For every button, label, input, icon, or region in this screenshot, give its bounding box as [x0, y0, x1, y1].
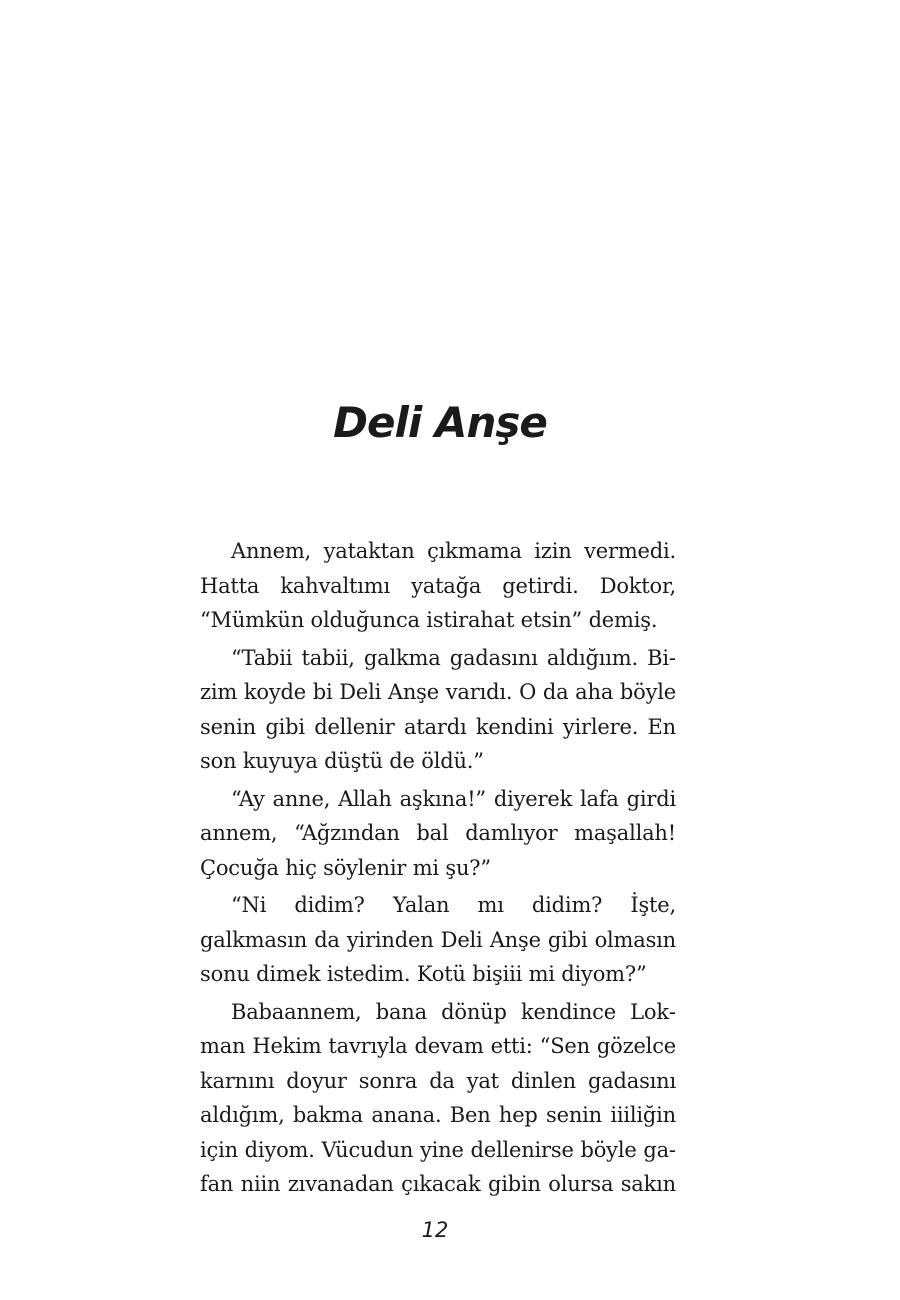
body-text	[200, 534, 676, 1205]
chapter-title: Deli Anşe	[333, 398, 547, 447]
paragraph: “Tabii tabii, galkma gadasını aldığıım. Bizim koyde bi Deli Anşe varıdı. O da aha böyle senin gibi dellenir atardı kendini yirlere. En son kuyuya düştü de öldü.”	[200, 645, 676, 773]
paragraph: “Ay anne, Allah aşkına!” diyerek lafa girdi annem, “Ağzından bal damlıyor maşallah! Çocuğa hiç söylenir mi şu?”	[200, 786, 676, 880]
paragraph: Annem, yataktan çıkmama izin vermedi. Hatta kahvaltımı yatağa getirdi. Doktor, “Mümkün olduğunca istirahat etsin” demiş.	[200, 539, 676, 632]
paragraph: Babaannem, bana dönüp kendince Lokman Hekim tavrıyla devam etti: “Sen gözelce karnını doyur sonra da yat dinlen gadasını aldığım, bakma anana. Ben hep senin iiiliğin için diyom. Vücudun yine dellenirse böyle gafan niin zıvanadan çıkacak gibin olursa sakın	[200, 999, 676, 1196]
page-number: 12	[421, 1218, 449, 1242]
paragraph: “Ni didim? Yalan mı didim? İşte, galkmasın da yirinden Deli Anşe gibi olmasın sonu dimek istedim. Kotü bişiii mi diyom?”	[200, 893, 676, 986]
